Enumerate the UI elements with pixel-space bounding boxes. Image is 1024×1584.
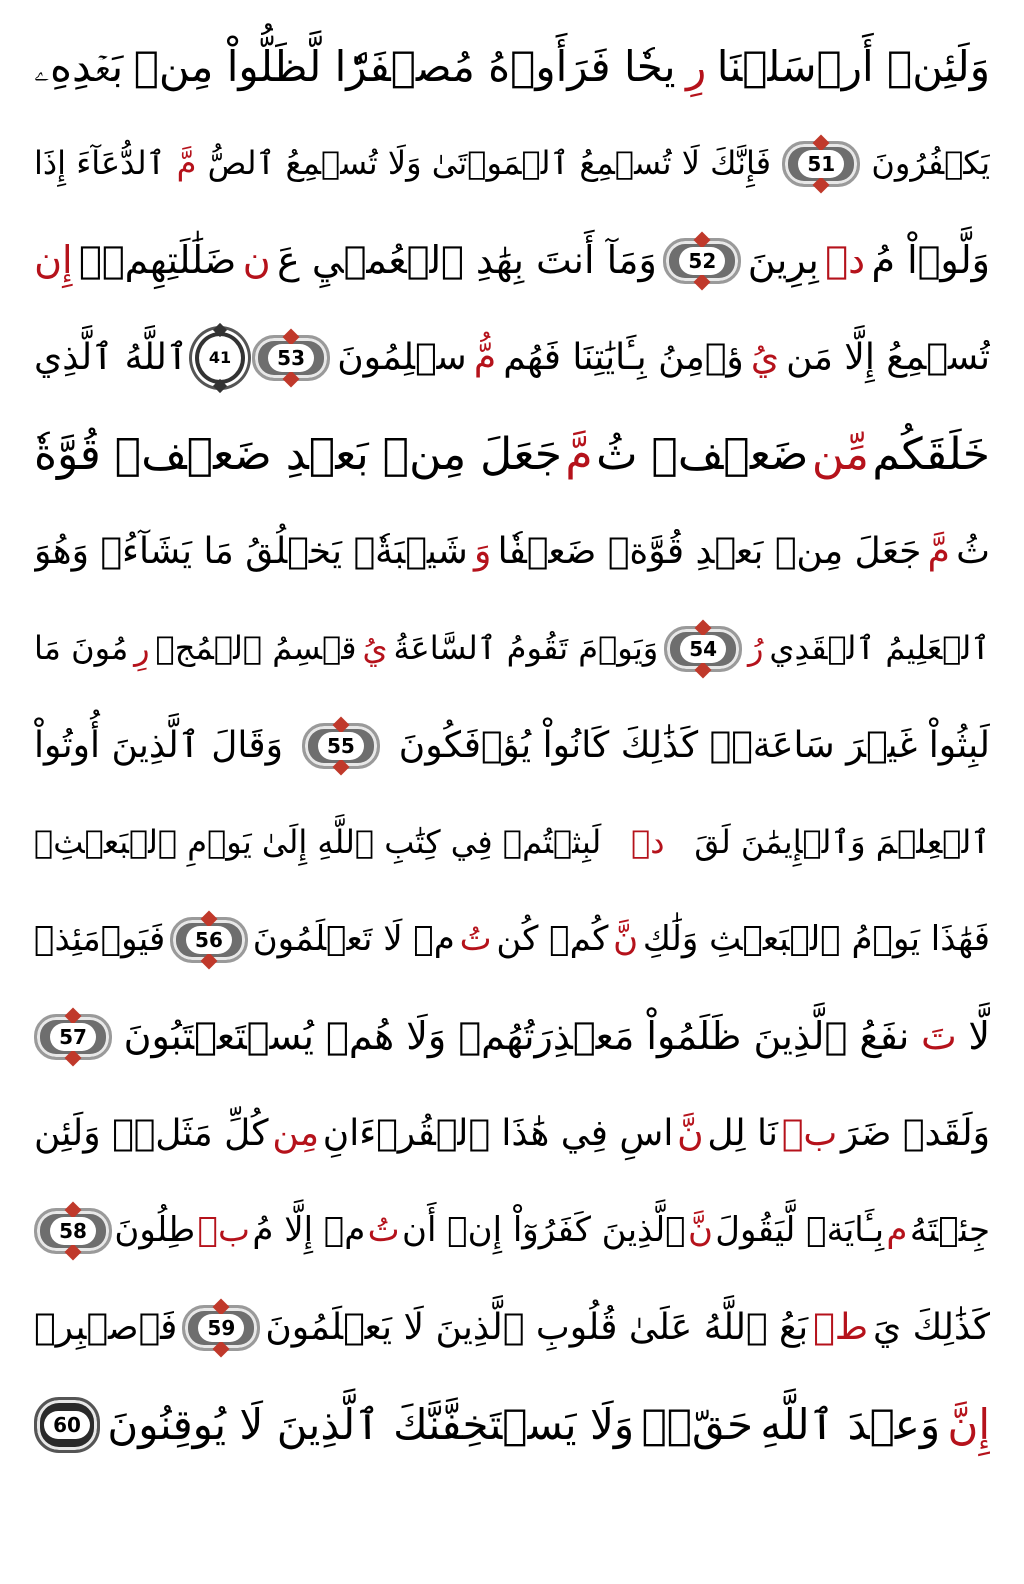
verse-line — [34, 1279, 990, 1376]
verse-text: بۡ — [781, 1113, 838, 1154]
verse-text: جَعَلَ مِنۢ بَعۡدِ قُوَّةٖ ضَعۡفٗا — [497, 531, 922, 572]
verse-text: ضَلَٰلَتِهِمۡۖ — [79, 238, 237, 282]
ayah-number: 51 — [798, 150, 844, 178]
verse-text: يَكۡفُرُونَ — [871, 144, 990, 182]
verse-text: مَّ — [176, 144, 197, 182]
verse-text: نَا لِل — [707, 1113, 779, 1154]
verse-text: رُ — [748, 629, 764, 667]
verse-line — [34, 212, 990, 309]
hizb-marker — [195, 325, 245, 391]
verse-text: بۡ — [197, 1210, 250, 1250]
verse-text: طِلُونَ — [114, 1210, 196, 1250]
verse-text: اسِ فِي هَٰذَا ٱلۡقُرۡءَانِ — [322, 1113, 674, 1154]
verse-line — [34, 1376, 990, 1473]
verse-text: بَعُ ٱللَّهُ عَلَىٰ قُلُوبِ ٱلَّذِينَ لَا يَعۡلَمُونَ — [265, 1307, 809, 1348]
verse-text: شَيۡبَةٗۚ يَخۡلُقُ مَا يَشَآءُۖ وَهُوَ — [34, 531, 468, 572]
verse-text: حَقّٞۖ — [641, 1400, 753, 1449]
ayah-number: 57 — [50, 1023, 96, 1051]
verse-line — [34, 697, 990, 794]
ayah-number: 60 — [44, 1411, 90, 1439]
verse-text: وَلَقَدۡ ضَرَ — [841, 1113, 990, 1154]
ayah-number-marker — [182, 1305, 260, 1351]
verse-line — [34, 115, 990, 212]
verse-text: رِ — [686, 42, 707, 91]
verse-text: إِنَّ — [947, 1400, 990, 1449]
verse-text: قۡسِمُ ٱلۡمُجۡ — [155, 629, 357, 667]
verse-text: فَيَوۡمَئِذٖ — [34, 919, 166, 959]
verse-text: بَعۡدِهِۦ — [34, 42, 124, 91]
ayah-number-marker — [782, 141, 860, 187]
verse-line — [34, 600, 990, 697]
ayah-number-marker — [34, 1208, 112, 1254]
verse-text: مُّ — [473, 337, 497, 378]
verse-text: نَّ — [687, 1210, 713, 1250]
verse-line — [34, 309, 990, 406]
verse-text: كَذَٰلِكَ يَ — [873, 1307, 990, 1348]
verse-text: دۡ — [825, 238, 866, 282]
verse-line — [34, 988, 990, 1085]
verse-line — [34, 406, 990, 503]
verse-text: مِّن — [811, 429, 869, 480]
verse-text: وَيَوۡمَ تَقُومُ ٱلسَّاعَةُ — [393, 629, 659, 667]
ayah-number: 59 — [198, 1314, 244, 1342]
verse-line — [34, 18, 990, 115]
verse-text: فَإِنَّكَ لَا تُسۡمِعُ ٱلۡمَوۡتَىٰ وَلَا تُسۡمِعُ ٱلصُّ — [207, 144, 772, 182]
ayah-number: 54 — [680, 635, 726, 663]
ayah-number: 58 — [50, 1217, 96, 1245]
ayah-number: 52 — [679, 247, 725, 275]
verse-text: إِن — [34, 238, 73, 282]
verse-text: نَّ — [613, 919, 639, 959]
ayah-number-marker — [664, 626, 742, 672]
verse-text: فَهَٰذَا يَوۡمُ ٱلۡبَعۡثِ وَلَٰكِ — [642, 919, 990, 959]
verse-line — [34, 503, 990, 600]
ayah-number: 55 — [318, 732, 364, 760]
verse-text: مَّ — [927, 531, 950, 572]
verse-text: خَلَقَكُم — [872, 429, 990, 480]
verse-text: ٱلَّذِينَ كَفَرُوٓاْ إِنۡ أَن — [402, 1210, 686, 1250]
verse-text: ثُ — [956, 531, 990, 572]
verse-text: مَّ — [565, 429, 593, 480]
verse-text: بِـَٔايَةٖ لَّيَقُولَ — [715, 1210, 885, 1250]
verse-text: بِرِينَ — [747, 238, 819, 282]
verse-text: يحٗا فَرَأَوۡهُ مُصۡفَرّٗا لَّظَلُّواْ مِنۢ — [133, 42, 676, 91]
verse-text: كُلِّ مَثَلٖۚ وَلَئِن — [34, 1113, 269, 1154]
verse-line — [34, 1085, 990, 1182]
ayah-number-marker — [252, 335, 330, 381]
verse-text: مِن — [272, 1113, 319, 1154]
verse-text: جِئۡتَهُ — [909, 1210, 990, 1250]
ayah-number: 56 — [186, 926, 232, 954]
verse-text: جَعَلَ مِنۢ بَعۡدِ ضَعۡفٖ قُوَّةٗ — [34, 429, 562, 480]
verse-text: وَ — [474, 531, 492, 572]
verse-text: لَّا — [968, 1014, 990, 1058]
verse-text: ن — [242, 238, 271, 282]
verse-text: رِ — [134, 629, 150, 667]
verse-text: يُ — [750, 337, 780, 378]
verse-text: نَّ — [677, 1113, 704, 1154]
ayah-number: 53 — [268, 344, 314, 372]
verse-text: تُ — [459, 919, 492, 959]
verse-text: تَ — [920, 1014, 957, 1058]
verse-text: تُسۡمِعُ إِلَّا مَن — [786, 337, 990, 378]
verse-text: وَمَآ أَنتَ بِهَٰدِ ٱلۡعُمۡيِ عَ — [277, 238, 657, 282]
verse-text: وَلَّوۡاْ مُ — [871, 238, 990, 282]
verse-line — [34, 1182, 990, 1279]
verse-text: م — [886, 1210, 908, 1250]
verse-text: ٱلدُّعَآءَ إِذَا — [34, 144, 166, 182]
verse-text: وَلَئِنۡ أَرۡسَلۡنَا — [716, 42, 990, 91]
verse-text: يُ — [362, 629, 388, 667]
verse-text: طۡ — [813, 1307, 869, 1348]
verse-text: سۡلِمُونَ — [337, 337, 467, 378]
verse-text: لَبِثُواْ غَيۡرَ سَاعَةٖۚ كَذَٰلِكَ كَانُواْ يُؤۡفَكُونَ — [398, 725, 990, 766]
verse-text: ٱللَّهُ ٱلَّذِي — [34, 337, 188, 378]
verse-text: لَبِثۡتُمۡ فِي كِتَٰبِ ٱللَّهِ إِلَىٰ يَوۡمِ ٱلۡبَعۡثِۖ — [34, 823, 602, 861]
hizb-number: 41 — [208, 348, 232, 367]
verse-text: مۡ لَا تَعۡلَمُونَ — [252, 919, 455, 959]
hizb-ring-icon — [195, 332, 245, 384]
verse-text: ؤۡمِنُ بِـَٔايَٰتِنَا فَهُم — [503, 337, 744, 378]
verse-text: مُونَ مَا — [34, 629, 129, 667]
verse-text: تُ — [367, 1210, 400, 1250]
verse-text: وَقَالَ ٱلَّذِينَ أُوتُواْ — [34, 725, 283, 766]
ayah-number-marker — [663, 238, 741, 284]
ayah-number-marker — [302, 723, 380, 769]
ayah-number-marker — [170, 917, 248, 963]
verse-line — [34, 794, 990, 891]
verse-text: ضَعۡفٖ ثُ — [596, 429, 809, 480]
ayah-number-marker — [34, 1397, 100, 1453]
verse-text: نفَعُ ٱلَّذِينَ ظَلَمُواْ مَعۡذِرَتُهُمۡ وَلَا هُمۡ يُسۡتَعۡتَبُونَ — [123, 1014, 910, 1058]
verse-text: وَعۡدَ ٱللَّهِ — [760, 1400, 941, 1449]
verse-text: كُمۡ كُن — [496, 919, 609, 959]
verse-text: فَٱصۡبِرۡ — [34, 1307, 178, 1348]
verse-text: ٱلۡعِلۡمَ وَٱلۡإِيمَٰنَ لَقَ — [694, 823, 990, 861]
verse-text: وَلَا يَسۡتَخِفَّنَّكَ ٱلَّذِينَ لَا يُوقِنُونَ — [107, 1400, 635, 1449]
verse-text: دۡ — [631, 823, 665, 861]
verse-line — [34, 891, 990, 988]
verse-text: مۡ إِلَّا مُ — [252, 1210, 366, 1250]
verse-text: ٱلۡعَلِيمُ ٱلۡقَدِي — [769, 629, 990, 667]
ayah-number-marker — [34, 1014, 112, 1060]
